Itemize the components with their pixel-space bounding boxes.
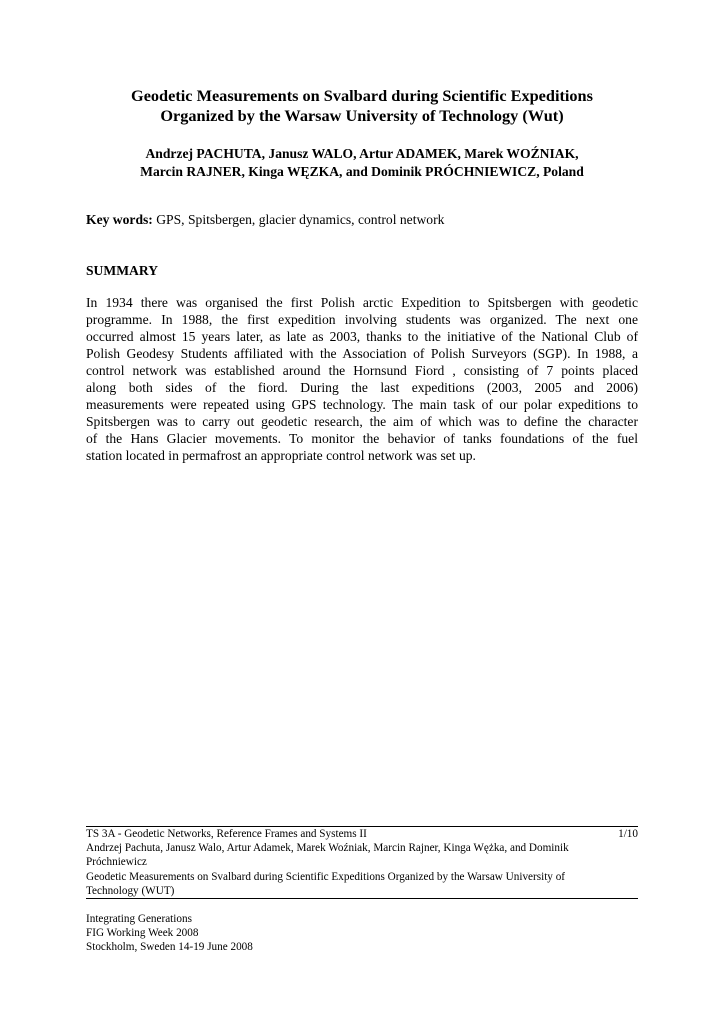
author-list: [86, 145, 638, 180]
footer-session: TS 3A - Geodetic Networks, Reference Frames and Systems II: [86, 828, 367, 840]
summary-heading: SUMMARY: [86, 263, 159, 278]
keywords-text: GPS, Spitsbergen, glacier dynamics, control network: [156, 212, 445, 227]
paper-title-line-2: Organized by the Warsaw University of Technology (Wut): [160, 106, 564, 125]
summary-line: measurements were repeated using GPS technology. The main task of our polar expeditions to: [86, 397, 638, 413]
keywords-label: Key words:: [86, 212, 153, 227]
footer-authors-line-2: Próchniewicz: [86, 856, 147, 869]
keywords: [86, 211, 638, 228]
summary-line: control network was established around the Hornsund Fiord , consisting of 7 points placed: [86, 363, 638, 379]
summary-paragraph: [86, 294, 638, 464]
summary-line: Spitsbergen was to carry out geodetic research, the aim of which was to define the character: [86, 414, 638, 430]
event-line-3: Stockholm, Sweden 14-19 June 2008: [86, 941, 253, 954]
footer-title-line-2: Technology (WUT): [86, 884, 175, 897]
footer-title-line-1: Geodetic Measurements on Svalbard during Scientific Expeditions Organized by the Warsaw University of: [86, 870, 566, 883]
summary-line: Polish Geodesy Students affiliated with the Association of Polish Surveyors (SGP). In 1988, a: [86, 346, 638, 362]
page-footer: [86, 827, 638, 898]
summary-line: occurred almost 15 years later, as late as 2003, thanks to the initiative of the National Club of: [86, 329, 638, 345]
footer-divider-bottom: [86, 898, 638, 899]
summary-line: programme. In 1988, the first expedition involving students was organized. The next one: [86, 312, 638, 328]
page-number: 1/10: [618, 828, 638, 840]
event-line-1: Integrating Generations: [86, 913, 192, 925]
summary-line: along both sides of the fiord. During the last expeditions (2003, 2005 and 2006): [86, 380, 638, 396]
paper-title: [86, 86, 638, 126]
author-list-line-2: Marcin RAJNER, Kinga WĘZKA, and Dominik PRÓCHNIEWICZ, Poland: [140, 163, 584, 179]
footer-authors-line-1: Andrzej Pachuta, Janusz Walo, Artur Adamek, Marek Woźniak, Marcin Rajner, Kinga Wężka, and Dominik: [86, 842, 569, 855]
summary-line: In 1934 there was organised the first Polish arctic Expedition to Spitsbergen with geodetic: [86, 295, 638, 310]
summary-line: station located in permafrost an appropriate control network was set up.: [86, 448, 476, 464]
author-list-line-1: Andrzej PACHUTA, Janusz WALO, Artur ADAMEK, Marek WOŹNIAK,: [145, 146, 579, 161]
event-line-2: FIG Working Week 2008: [86, 927, 199, 940]
paper-title-line-1: Geodetic Measurements on Svalbard during Scientific Expeditions: [131, 86, 593, 105]
event-info: [86, 912, 638, 955]
summary-line: of the Hans Glacier movements. To monitor the behavior of tanks foundations of the fuel: [86, 431, 638, 447]
